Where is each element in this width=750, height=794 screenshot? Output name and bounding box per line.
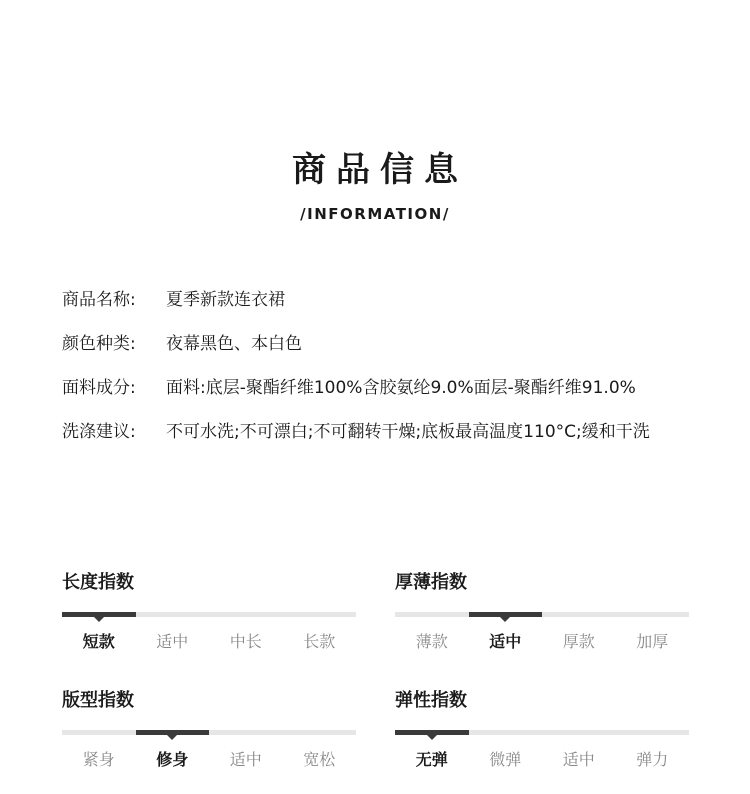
index-track (395, 612, 689, 617)
index-option: 短款 (82, 632, 115, 651)
index-track (62, 612, 356, 617)
index-options (395, 749, 689, 771)
index-option: 加厚 (636, 632, 669, 651)
index-option: 宽松 (303, 750, 336, 769)
index-title: 版型指数 (62, 690, 134, 711)
index-option: 中长 (229, 632, 262, 651)
info-value: 面料:底层-聚酯纤维100%含胶氨纶9.0%面层-聚酯纤维91.0% (166, 378, 636, 398)
fit-index (62, 689, 356, 771)
page-title: 商品信息 (292, 150, 468, 190)
info-value: 不可水洗;不可漂白;不可翻转干燥;底板最高温度110°C;缓和干洗 (166, 422, 650, 442)
index-track (395, 730, 689, 735)
length-index (62, 571, 356, 653)
index-options (62, 749, 356, 771)
index-indicator (469, 612, 543, 617)
page-subtitle: /INFORMATION/ (300, 205, 450, 223)
index-option: 长款 (303, 632, 336, 651)
index-option: 适中 (489, 632, 522, 651)
section-header (0, 148, 750, 224)
elasticity-index (395, 689, 689, 771)
info-label: 洗涤建议: (62, 422, 136, 442)
index-track (62, 730, 356, 735)
index-option: 适中 (156, 632, 189, 651)
index-title: 弹性指数 (395, 690, 467, 711)
index-indicator (136, 730, 210, 735)
index-indicator (62, 612, 136, 617)
index-option: 弹力 (636, 750, 669, 769)
info-row-name (62, 278, 702, 322)
index-option: 紧身 (82, 750, 115, 769)
index-option: 厚款 (562, 632, 595, 651)
index-option: 薄款 (415, 632, 448, 651)
info-value: 夜幕黑色、本白色 (166, 334, 302, 354)
index-option: 修身 (156, 750, 189, 769)
info-label: 面料成分: (62, 378, 136, 398)
info-label: 商品名称: (62, 290, 136, 310)
index-option: 适中 (562, 750, 595, 769)
info-row-care (62, 410, 702, 454)
info-value: 夏季新款连衣裙 (166, 290, 285, 310)
thickness-index (395, 571, 689, 653)
info-row-color (62, 322, 702, 366)
index-options (395, 631, 689, 653)
info-label: 颜色种类: (62, 334, 136, 354)
index-title: 长度指数 (62, 572, 134, 593)
index-option: 无弹 (415, 750, 448, 769)
index-option: 微弹 (489, 750, 522, 769)
index-title: 厚薄指数 (395, 572, 467, 593)
index-options (62, 631, 356, 653)
index-indicator (395, 730, 469, 735)
index-option: 适中 (229, 750, 262, 769)
product-info-list (62, 278, 702, 454)
info-row-fabric (62, 366, 702, 410)
